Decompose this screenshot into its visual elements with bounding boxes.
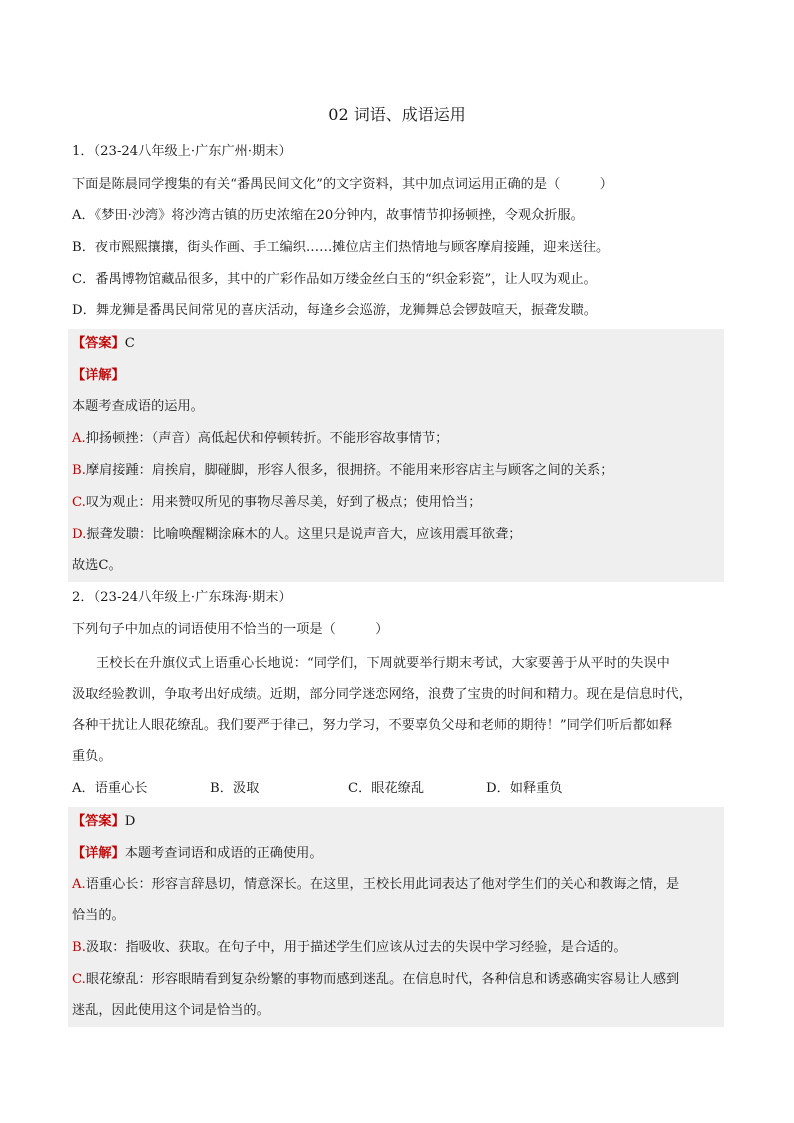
question-1-answer — [72, 334, 724, 354]
page-title: 02 词语、成语运用 — [328, 105, 466, 124]
question-1-option-d: D．舞龙狮是番禺民间常见的喜庆活动，每逢乡会巡游，龙狮舞总会锣鼓喧天，振聋发聩。 — [72, 303, 597, 318]
question-1-explanation-d: D.振聋发聩：比喻唤醒糊涂麻木的人。这里只是说声音大，应该用震耳欲聋； — [72, 527, 522, 542]
question-2-stem: 下列句子中加点的词语使用不恰当的一项是（ ） — [72, 622, 389, 637]
question-2-passage-line-3: 各种干扰让人眼花缭乱。我们要严于律己，努力学习，不要辜负父母和老师的期待！”同学们听后都如释 — [72, 718, 673, 733]
detail-intro: 本题考查词语和成语的正确使用。 — [124, 846, 323, 861]
detail-tag: 【详解】 — [72, 846, 125, 861]
question-2-explanation-b: B.汲取：指吸收、获取。在句子中，用于描述学生们应该从过去的失误中学习经验，是合适的。 — [72, 940, 627, 955]
question-2-passage-line-4: 重负。 — [72, 749, 112, 764]
question-2-option-c: C．眼花缭乱 — [348, 781, 425, 796]
question-1-explanation-a: A.抑扬顿挫：（声音）高低起伏和停顿转折。不能形容故事情节； — [72, 431, 449, 446]
question-2-option-b: B．汲取 — [210, 781, 260, 796]
answer-tag: 【答案】 — [72, 814, 125, 829]
answer-value: D — [124, 814, 136, 829]
answer-value: C — [124, 336, 135, 351]
question-2-passage-line-1: 王校长在升旗仪式上语重心长地说：“同学们，下周就要举行期末考试，大家要善于从平时的失误中 — [96, 656, 670, 671]
question-2-detail — [72, 844, 724, 864]
question-1-conclusion: 故选C。 — [72, 558, 122, 573]
question-1-option-b: B．夜市熙熙攘攘，街头作画、手工编织……摊位店主们热情地与顾客摩肩接踵，迎来送往。 — [72, 240, 610, 255]
question-2-explanation-a-cont: 恰当的。 — [72, 908, 125, 923]
question-2-explanation-a: A.语重心长：形容言辞恳切，情意深长。在这里，王校长用此词表达了他对学生们的关心和教诲之情，是 — [72, 877, 680, 892]
question-1-header: 1．（23-24八年级上·广东广州·期末） — [72, 144, 292, 159]
question-1-detail-intro: 本题考查成语的运用。 — [72, 399, 204, 414]
answer-tag: 【答案】 — [72, 336, 125, 351]
question-1-detail-tag — [72, 366, 724, 386]
question-2-answer — [72, 812, 724, 832]
question-2-explanation-c: C.眼花缭乱：形容眼睛看到复杂纷繁的事物而感到迷乱。在信息时代，各种信息和诱惑确实容易让人感到 — [72, 972, 680, 987]
question-2-header: 2．（23-24八年级上·广东珠海·期末） — [72, 590, 292, 605]
question-1-stem: 下面是陈晨同学搜集的有关“番禺民间文化”的文字资料，其中加点词运用正确的是（ ） — [72, 177, 613, 192]
question-1-option-c: C．番禺博物馆藏品很多，其中的广彩作品如万缕金丝白玉的“织金彩瓷”，让人叹为观止。 — [72, 272, 597, 287]
question-1-explanation-c: C.叹为观止：用来赞叹所见的事物尽善尽美，好到了极点；使用恰当； — [72, 495, 482, 510]
question-2-explanation-c-cont: 迷乱，因此使用这个词是恰当的。 — [72, 1003, 270, 1018]
question-2-passage-line-2: 汲取经验教训，争取考出好成绩。近期，部分同学迷恋网络，浪费了宝贵的时间和精力。现在是信息时代， — [72, 687, 692, 702]
detail-tag: 【详解】 — [72, 368, 125, 383]
question-1-option-a: A．《梦田·沙湾》将沙湾古镇的历史浓缩在20分钟内，故事情节抑扬顿挫，令观众折服。 — [72, 208, 584, 223]
question-2-options — [72, 779, 724, 799]
question-2-option-a: A．语重心长 — [72, 781, 148, 796]
question-2-option-d: D．如释重负 — [486, 781, 563, 796]
question-1-explanation-b: B.摩肩接踵：肩挨肩，脚碰脚，形容人很多，很拥挤。不能用来形容店主与顾客之间的关系； — [72, 463, 614, 478]
